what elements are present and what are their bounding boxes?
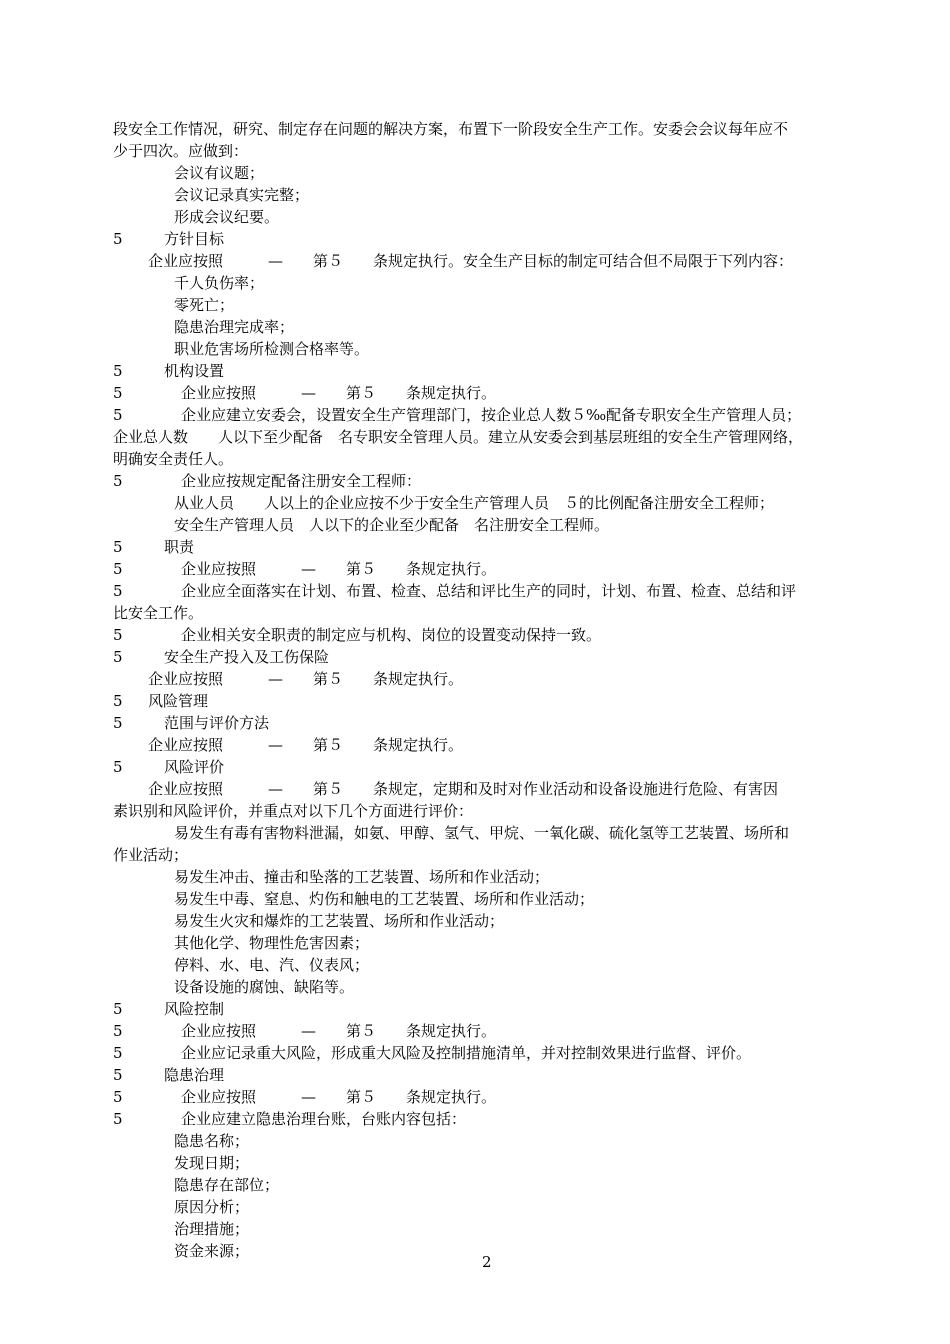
clause-text: 企业相关安全职责的制定应与机构、岗位的设置变动保持一致。	[181, 626, 602, 644]
clause-number: 5	[113, 1088, 123, 1106]
clause-text: 企业应建立隐患治理台账，台账内容包括：	[181, 1110, 467, 1128]
clause-number: 5	[113, 582, 123, 600]
list-item: 安全生产管理人员 人以下的企业至少配备 名注册安全工程师。	[174, 516, 610, 534]
clause-number: 5	[113, 560, 123, 578]
clause-text: 企业应全面落实在计划、布置、检查、总结和评比生产的同时，计划、布置、检查、总结和评	[181, 582, 797, 600]
clause-number: 5	[113, 1022, 123, 1040]
body-line: 比安全工作。	[113, 604, 204, 622]
list-item: 零死亡；	[174, 296, 235, 314]
clause-text: 企业应按照 — 第５ 条规定执行。	[181, 1088, 497, 1106]
clause-number: 5	[113, 1044, 123, 1062]
list-item: 会议记录真实完整；	[174, 186, 310, 204]
section-heading: 风险控制	[164, 1000, 225, 1018]
list-item: 设备设施的腐蚀、缺陷等。	[174, 978, 355, 996]
list-item: 隐患治理完成率；	[174, 318, 295, 336]
clause-text: 企业应按照 — 第５ 条规定执行。	[181, 560, 497, 578]
body-line: 企业应按照 — 第５ 条规定执行。安全生产目标的制定可结合但不局限于下列内容：	[148, 252, 794, 270]
list-item: 隐患存在部位；	[174, 1176, 280, 1194]
list-item: 资金来源；	[174, 1242, 250, 1260]
section-heading: 方针目标	[164, 230, 225, 248]
clause-number: 5	[113, 384, 123, 402]
list-item: 原因分析；	[174, 1198, 250, 1216]
section-number: 5	[113, 362, 123, 380]
clause-number: 5	[113, 406, 123, 424]
section-number: 5	[113, 714, 123, 732]
list-item: 易发生中毒、窒息、灼伤和触电的工艺装置、场所和作业活动；	[174, 890, 595, 908]
list-item: 形成会议纪要。	[174, 208, 280, 226]
clause-number: 5	[113, 472, 123, 490]
section-heading: 隐患治理	[164, 1066, 225, 1084]
clause-text: 企业应建立安委会，设置安全生产管理部门，按企业总人数５‰配备专职安全生产管理人员；	[181, 406, 802, 424]
list-item: 治理措施；	[174, 1220, 250, 1238]
clause-text: 企业应按照 — 第５ 条规定执行。	[181, 384, 497, 402]
body-line: 企业应按照 — 第５ 条规定执行。	[148, 670, 464, 688]
list-item: 隐患名称；	[174, 1132, 250, 1150]
list-item: 会议有议题；	[174, 164, 265, 182]
section-heading: 范围与评价方法	[164, 714, 270, 732]
section-number: 5	[113, 648, 123, 666]
clause-number: 5	[113, 626, 123, 644]
list-item: 易发生有毒有害物料泄漏，如氨、甲醇、氢气、甲烷、一氧化碳、硫化氢等工艺装置、场所和	[174, 824, 790, 842]
body-line: 素识别和风险评价，并重点对以下几个方面进行评价：	[113, 802, 474, 820]
list-item: 易发生火灾和爆炸的工艺装置、场所和作业活动；	[174, 912, 505, 930]
section-heading: 风险管理	[148, 692, 209, 710]
list-item: 从业人员 人以上的企业应按不少于安全生产管理人员 ５的比例配备注册安全工程师；	[174, 494, 775, 512]
section-heading: 风险评价	[164, 758, 225, 776]
clause-text: 企业应按照 — 第５ 条规定执行。	[181, 1022, 497, 1040]
body-line: 段安全工作情况，研究、制定存在问题的解决方案，布置下一阶段安全生产工作。安委会会议每年应不	[113, 120, 789, 138]
section-heading: 机构设置	[164, 362, 225, 380]
clause-number: 5	[113, 1110, 123, 1128]
section-heading: 安全生产投入及工伤保险	[164, 648, 330, 666]
body-line: 企业应按照 — 第５ 条规定，定期和及时对作业活动和设备设施进行危险、有害因	[148, 780, 779, 798]
list-item: 易发生冲击、撞击和坠落的工艺装置、场所和作业活动；	[174, 868, 550, 886]
section-heading: 职责	[164, 538, 195, 556]
section-number: 5	[113, 1000, 123, 1018]
section-number: 5	[113, 538, 123, 556]
body-line: 作业活动；	[113, 846, 189, 864]
list-item: 千人负伤率；	[174, 274, 265, 292]
body-line: 明确安全责任人。	[113, 450, 234, 468]
list-item: 发现日期；	[174, 1154, 250, 1172]
section-number: 5	[113, 230, 123, 248]
page-number: 2	[482, 1253, 492, 1271]
list-item: 其他化学、物理性危害因素；	[174, 934, 370, 952]
clause-text: 企业应记录重大风险，形成重大风险及控制措施清单，并对控制效果进行监督、评价。	[181, 1044, 752, 1062]
body-line: 企业应按照 — 第５ 条规定执行。	[148, 736, 464, 754]
body-line: 企业总人数 人以下至少配备 名专职安全管理人员。建立从安委会到基层班组的安全生产管理网络，	[113, 428, 804, 446]
body-line: 少于四次。应做到：	[113, 142, 249, 160]
section-number: 5	[113, 758, 123, 776]
list-item: 职业危害场所检测合格率等。	[174, 340, 370, 358]
list-item: 停料、水、电、汽、仪表风；	[174, 956, 370, 974]
clause-text: 企业应按规定配备注册安全工程师：	[181, 472, 422, 490]
section-number: 5	[113, 692, 123, 710]
section-number: 5	[113, 1066, 123, 1084]
